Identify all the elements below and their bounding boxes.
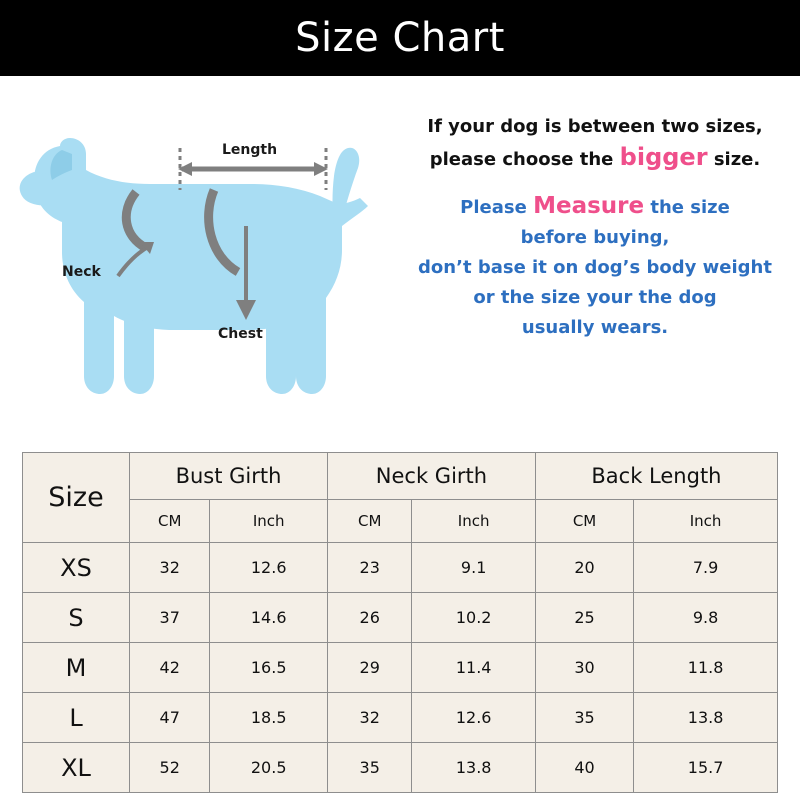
cell-bust-cm: 42 bbox=[130, 643, 210, 693]
table-row bbox=[23, 693, 778, 743]
notes-spacer bbox=[390, 175, 800, 191]
page-header bbox=[0, 0, 800, 76]
cell-bust-cm: 37 bbox=[130, 593, 210, 643]
note-line-3-pre: Please bbox=[460, 197, 534, 218]
cell-back-inch: 7.9 bbox=[634, 543, 778, 593]
note-line-3-post: the size bbox=[644, 197, 730, 218]
note-line-5: don’t base it on dog’s body weight bbox=[418, 257, 772, 278]
cell-size: XS bbox=[23, 543, 130, 593]
size-table bbox=[22, 452, 778, 793]
cell-back-cm: 30 bbox=[535, 643, 633, 693]
note-line-7: usually wears. bbox=[521, 317, 669, 338]
info-section bbox=[0, 76, 800, 446]
cell-neck-cm: 32 bbox=[327, 693, 411, 743]
cell-neck-inch: 10.2 bbox=[412, 593, 535, 643]
cell-size: M bbox=[23, 643, 130, 693]
note-line-1: If your dog is between two sizes, bbox=[427, 116, 763, 137]
cell-bust-inch: 20.5 bbox=[210, 743, 328, 793]
cell-back-inch: 9.8 bbox=[634, 593, 778, 643]
cell-neck-inch: 13.8 bbox=[412, 743, 535, 793]
cell-size: S bbox=[23, 593, 130, 643]
cell-back-cm: 40 bbox=[535, 743, 633, 793]
notes-panel bbox=[390, 76, 800, 446]
cell-back-cm: 35 bbox=[535, 693, 633, 743]
note-line-2-pre: please choose the bbox=[429, 149, 620, 170]
table-row bbox=[23, 593, 778, 643]
header-unit-bust-inch: Inch bbox=[210, 500, 328, 543]
cell-neck-inch: 11.4 bbox=[412, 643, 535, 693]
note-line-3 bbox=[390, 191, 800, 223]
page-title: Size Chart bbox=[295, 15, 505, 61]
header-unit-neck-inch: Inch bbox=[412, 500, 535, 543]
cell-bust-inch: 12.6 bbox=[210, 543, 328, 593]
table-unit-row bbox=[23, 500, 778, 543]
header-group-neck: Neck Girth bbox=[327, 453, 535, 500]
size-table-wrapper bbox=[22, 452, 778, 793]
cell-neck-cm: 26 bbox=[327, 593, 411, 643]
cell-size: XL bbox=[23, 743, 130, 793]
header-group-back: Back Length bbox=[535, 453, 777, 500]
header-unit-bust-cm: CM bbox=[130, 500, 210, 543]
cell-back-inch: 11.8 bbox=[634, 643, 778, 693]
cell-size: L bbox=[23, 693, 130, 743]
header-unit-neck-cm: CM bbox=[327, 500, 411, 543]
cell-bust-inch: 14.6 bbox=[210, 593, 328, 643]
label-length: Length bbox=[222, 142, 278, 158]
header-unit-back-cm: CM bbox=[535, 500, 633, 543]
cell-bust-inch: 16.5 bbox=[210, 643, 328, 693]
cell-back-inch: 15.7 bbox=[634, 743, 778, 793]
size-table-body bbox=[23, 543, 778, 793]
note-accent-bigger: bigger bbox=[619, 143, 708, 171]
note-line-4: before buying, bbox=[520, 227, 670, 248]
dog-diagram-svg bbox=[0, 76, 390, 446]
dog-illustration bbox=[0, 76, 390, 446]
label-neck: Neck bbox=[62, 264, 101, 280]
cell-neck-inch: 12.6 bbox=[412, 693, 535, 743]
label-chest: Chest bbox=[218, 326, 263, 342]
cell-neck-cm: 23 bbox=[327, 543, 411, 593]
table-row bbox=[23, 543, 778, 593]
cell-bust-cm: 52 bbox=[130, 743, 210, 793]
table-group-row bbox=[23, 453, 778, 500]
cell-back-cm: 25 bbox=[535, 593, 633, 643]
note-accent-measure: Measure bbox=[533, 193, 645, 219]
cell-neck-cm: 35 bbox=[327, 743, 411, 793]
cell-neck-inch: 9.1 bbox=[412, 543, 535, 593]
note-line-2 bbox=[390, 142, 800, 175]
note-line-6: or the size your the dog bbox=[473, 287, 717, 308]
cell-back-inch: 13.8 bbox=[634, 693, 778, 743]
table-row bbox=[23, 743, 778, 793]
cell-bust-cm: 47 bbox=[130, 693, 210, 743]
cell-bust-cm: 32 bbox=[130, 543, 210, 593]
note-line-2-post: size. bbox=[707, 149, 761, 170]
table-row bbox=[23, 643, 778, 693]
header-unit-back-inch: Inch bbox=[634, 500, 778, 543]
cell-back-cm: 20 bbox=[535, 543, 633, 593]
cell-bust-inch: 18.5 bbox=[210, 693, 328, 743]
header-size: Size bbox=[23, 453, 130, 543]
header-group-bust: Bust Girth bbox=[130, 453, 328, 500]
cell-neck-cm: 29 bbox=[327, 643, 411, 693]
size-table-head bbox=[23, 453, 778, 543]
